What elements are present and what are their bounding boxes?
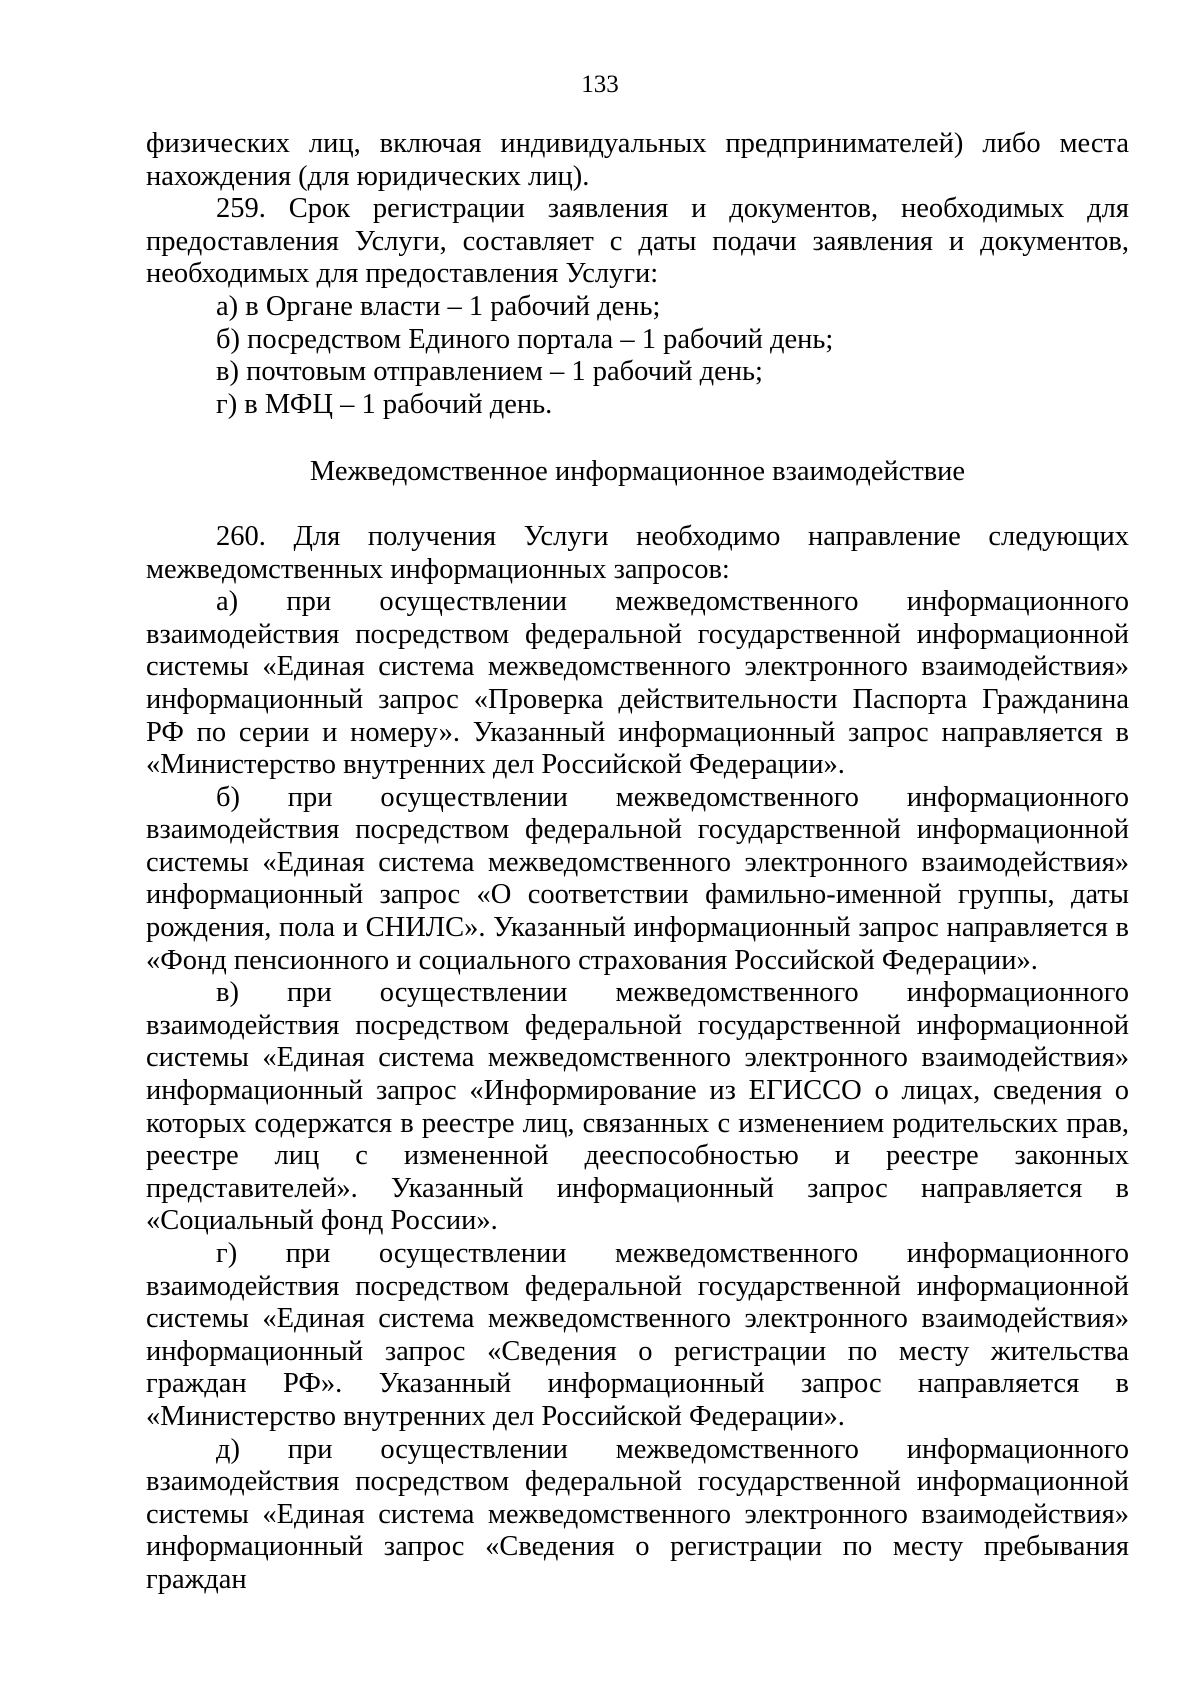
paragraph-260-g: г) при осуществлении межведомственного информационного взаимодействия посредством федеральной государственной информационной системы «Единая система межведомственного электронного взаимодействия» информационный запрос «Сведения о регистрации по месту жительства граждан РФ». Указанный информационный запрос направляется в «Министерство внутренних дел Российской Федерации». xyxy=(146,1238,1129,1432)
paragraph-260-a: а) при осуществлении межведомственного информационного взаимодействия посредством федеральной государственной информационной системы «Единая система межведомственного электронного взаимодействия» информационный запрос «Проверка действительности Паспорта Гражданина РФ по серии и номеру». Указанный информационный запрос направляется в «Министерство внутренних дел Российской Федерации». xyxy=(146,586,1129,781)
paragraph-259-g: г) в МФЦ – 1 рабочий день. xyxy=(216,388,553,420)
section-heading: Межведомственное информационное взаимодействие xyxy=(309,456,966,488)
paragraph-259-b: б) посредством Единого портала – 1 рабочий день; xyxy=(216,323,834,355)
paragraph-259: 259. Срок регистрации заявления и документов, необходимых для предоставления Услуги, составляет с даты подачи заявления и документов, необходимых для предоставления Услуги: xyxy=(146,193,1129,290)
paragraph-260-d: д) при осуществлении межведомственного информационного взаимодействия посредством федеральной государственной информационной системы «Единая система межведомственного электронного взаимодействия» информационный запрос «Сведения о регистрации по месту пребывания граждан xyxy=(146,1433,1129,1595)
page-number: 133 xyxy=(581,71,619,98)
document-body xyxy=(146,128,1129,1597)
paragraph-continuation: физических лиц, включая индивидуальных предпринимателей) либо места нахождения (для юридических лиц). xyxy=(146,128,1129,192)
paragraph-260-b: б) при осуществлении межведомственного информационного взаимодействия посредством федеральной государственной информационной системы «Единая система межведомственного электронного взаимодействия» информационный запрос «О соответствии фамильно-именной группы, даты рождения, пола и СНИЛС». Указанный информационный запрос направляется в «Фонд пенсионного и социального страхования Российской Федерации». xyxy=(146,781,1129,976)
paragraph-260: 260. Для получения Услуги необходимо направление следующих межведомственных информационных запросов: xyxy=(146,520,1129,585)
paragraph-259-v: в) почтовым отправлением – 1 рабочий день; xyxy=(216,356,763,388)
paragraph-259-a: а) в Органе власти – 1 рабочий день; xyxy=(216,290,661,322)
paragraph-260-v: в) при осуществлении межведомственного информационного взаимодействия посредством федеральной государственной информационной системы «Единая система межведомственного электронного взаимодействия» информационный запрос «Информирование из ЕГИССО о лицах, сведения о которых содержатся в реестре лиц, связанных с изменением родительских прав, реестре лиц с измененной дееспособностью и реестре законных представителей». Указанный информационный запрос направляется в «Социальный фонд России». xyxy=(146,977,1129,1237)
